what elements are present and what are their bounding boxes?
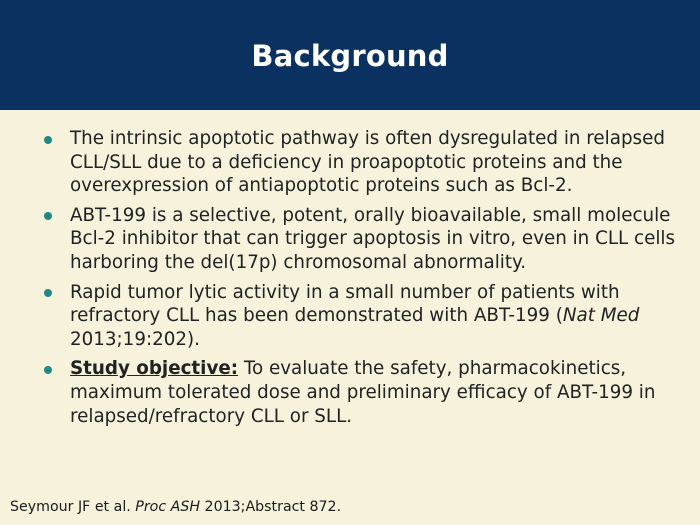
footnote-details: 2013;Abstract 872. [200, 499, 342, 515]
bullet-text-part: To evaluate the safety, pharmacokinetics, maximum tolerated dose and preliminary efficacy of ABT-199 in relapsed/refractory CLL or SLL. [70, 358, 656, 427]
footnote-journal: Proc ASH [135, 499, 201, 515]
bullet-text: The intrinsic apoptotic pathway is often dysregulated in relapsed CLL/SLL due to a deficiency in proapoptotic proteins and the overexpression of antiapoptotic proteins such as Bcl-2. [70, 128, 665, 197]
bullet-text [70, 282, 639, 350]
bullet-dot-icon [44, 289, 52, 297]
bullet-dot-icon [44, 136, 52, 144]
bullet-item-apoptotic-pathway [44, 127, 684, 198]
bullet-item-tumor-lytic-activity [44, 281, 684, 352]
bullet-dot-icon [44, 366, 52, 374]
slide-title: Background [251, 39, 449, 73]
bullet-item-study-objective [44, 357, 684, 428]
bullet-text [70, 358, 655, 426]
bullet-list [44, 127, 684, 434]
bullet-text-part: Rapid tumor lytic activity in a small number of patients with refractory CLL has been demonstrated with ABT-199 ( [70, 281, 620, 327]
footnote-citation [10, 497, 341, 517]
footnote-authors: Seymour JF et al. [10, 499, 136, 515]
bullet-text-part: 2013;19:202). [70, 328, 200, 350]
bullet-text: ABT-199 is a selective, potent, orally bioavailable, small molecule Bcl-2 inhibitor that can trigger apoptosis in vitro, even in CLL cells harboring the del(17p) chromosomal abnormality. [70, 204, 676, 273]
bullet-item-abt199-description [44, 204, 684, 275]
study-objective-label: Study objective: [70, 358, 239, 380]
bullet-dot-icon [44, 212, 52, 220]
title-banner [0, 0, 700, 110]
journal-citation: Nat Med [562, 305, 640, 327]
